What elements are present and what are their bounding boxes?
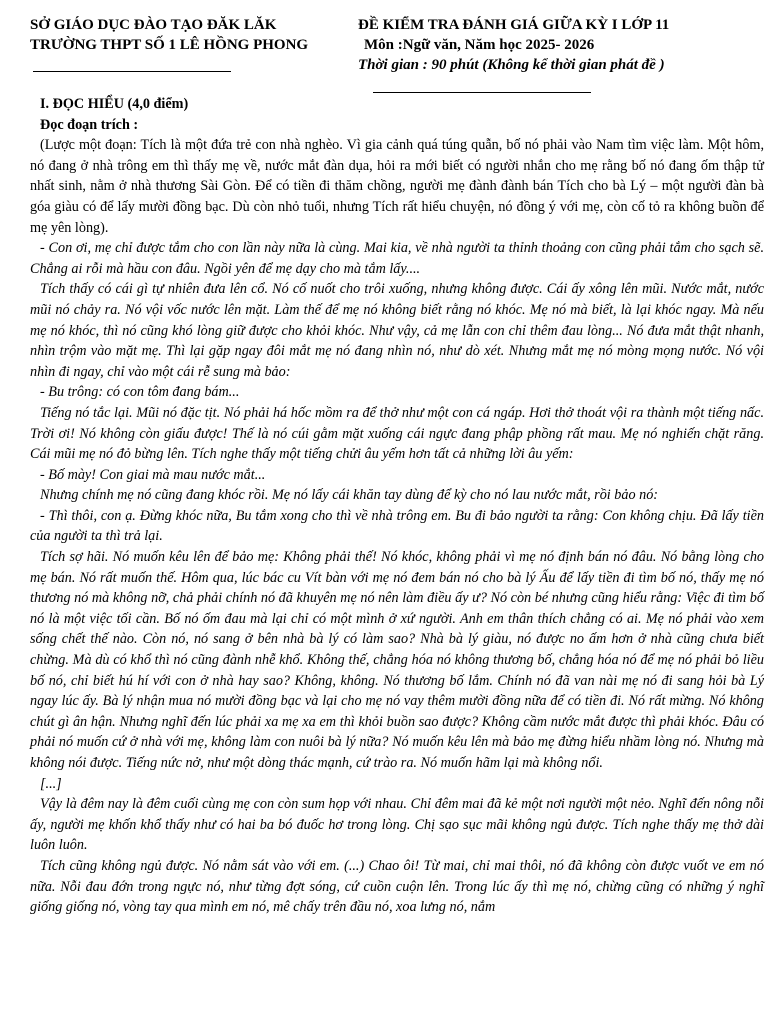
passage-paragraph: Vậy là đêm nay là đêm cuối cùng mẹ con còn sum họp với nhau. Chỉ đêm mai đã kẻ một nơi người một nẻo. Nghĩ đến nông nỗi ấy, người mẹ khốn khổ thấy như có hai ba bó đuốc hơ trong lòng. Chị sạo sục mãi không ngủ được. Tích nghe thấy mẹ thở dài luôn luôn. — [30, 796, 764, 854]
passage-paragraph: (Lược một đoạn: Tích là một đứa trẻ con nhà nghèo. Vì gia cảnh quá túng quẫn, bố nó phải vào Nam tìm việc làm. Một hôm, nó đang ở nhà trông em thì thấy mẹ về, nước mắt đàn dụa, hỏi ra mới biết có người nhắn cho mẹ rằng bố nó đang ốm thập tử nhất sinh, nằm ở nhà thương Sài Gòn. Để có tiền đi thăm chồng, người mẹ đành đành bán Tích cho bà Lý – một người đàn bà góa giàu có để lấy mười đồng bạc. Dù còn nhỏ tuổi, nhưng Tích rất hiểu chuyện, nó đồng ý với mẹ, còn cố tỏ ra không buồn để mẹ yên lòng). — [30, 137, 764, 236]
exam-title: ĐỀ KIỂM TRA ĐÁNH GIÁ GIỮA KỲ I LỚP 11 — [358, 17, 670, 33]
exam-time: Thời gian : 90 phút (Không kể thời gian phát đề ) — [358, 57, 665, 73]
passage-ellipsis: [...] — [40, 775, 62, 792]
passage-paragraph: Tích cũng không ngủ được. Nó nằm sát vào với em. (...) Chao ôi! Từ mai, chỉ mai thôi, nó đã không còn được vuốt ve em nó nữa. Nỗi đau đớn trong ngực nó, như từng đợt sóng, cứ cuồn cuộn lên. Trong lúc ấy thì mẹ nó, chừng cũng có những ý nghĩ giống giống nó, vòng tay qua mình em nó, mê chấy trên đầu nó, xoa lưng nó, nắm — [30, 857, 764, 916]
passage-paragraph: - Con ơi, mẹ chỉ được tắm cho con lần này nữa là cùng. Mai kia, về nhà người ta thỉnh thoảng con cũng phải tắm cho sạch sẽ. Chẳng ai rỗi mà hầu con đâu. Ngồi yên để mẹ dạy cho mà tắm lấy.... — [30, 240, 764, 277]
reading-section — [30, 94, 764, 918]
passage-paragraph: - Thì thôi, con ạ. Đừng khóc nữa, Bu tắm xong cho thì về nhà trông em. Bu đi bảo người ta rằng: Con không chịu. Đã lấy tiền của người ta thì trả lại. — [30, 507, 764, 545]
department-name: SỞ GIÁO DỤC ĐÀO TẠO ĐĂK LĂK — [30, 17, 277, 33]
exam-header — [358, 15, 768, 75]
passage-paragraph: Nhưng chính mẹ nó cũng đang khóc rồi. Mẹ nó lấy cái khăn tay dùng để kỳ cho nó lau nước mắt, rồi bảo nó: — [40, 487, 659, 504]
section-subtitle: Đọc đoạn trích : — [40, 116, 139, 133]
passage-paragraph: Tích thấy có cái gì tự nhiên đưa lên cổ. Nó cố nuốt cho trôi xuống, nhưng không được. Cái ấy xông lên mũi. Nước mắt, nước mũi nó chảy ra. Nó vội vốc nước lên mặt. Làm thế để mẹ nó không biết rằng nó khóc. Mẹ nó mà biết, là lại khóc ngay. Mà nếu mẹ nó khóc, thì nó cũng khó lòng giữ được cho khỏi khóc. Như vậy, cả mẹ lẫn con chỉ thêm đau lòng... Nó đưa mắt thật nhanh, nhìn trộm vào mặt mẹ. Thì lại gặp ngay đôi mắt mẹ nó đang nhìn nó, như dò xét. Nhưng mắt mẹ nó mòng mọng nước. Nó vội nhìn đi ngay, chỉ vào một cái rễ sung mà bảo: — [30, 281, 764, 380]
passage-paragraph: Tiếng nó tắc lại. Mũi nó đặc tịt. Nó phải há hốc mồm ra để thở như một con cá ngáp. Hơi thở thoát vội ra thành một tiếng nấc. Trời ơi! Nó không còn giấu được! Thế là nó cúi gằm mặt xuống cái ngực đang phập phồng rất mau. Mẹ nó nghiến chặt răng. Cái mũi mẹ nó đỏ bừng lên. Tích nghe thấy một tiếng chửi âu yếm hơn tất cả những lời âu yếm: — [30, 404, 764, 463]
passage-paragraph: - Bố mày! Con giai mà mau nước mắt... — [40, 466, 266, 483]
section-title: I. ĐỌC HIỂU (4,0 điểm) — [40, 96, 189, 112]
header-divider-left — [33, 71, 231, 72]
school-header — [30, 15, 340, 55]
school-name: TRƯỜNG THPT SỐ 1 LÊ HỒNG PHONG — [30, 37, 309, 53]
passage-paragraph: - Bu trông: có con tôm đang bám... — [40, 384, 240, 401]
header-divider-right — [373, 92, 591, 93]
passage-paragraph: Tích sợ hãi. Nó muốn kêu lên để bảo mẹ: Không phải thế! Nó khóc, không phải vì mẹ nó định bán nó đâu. Nó bằng lòng cho mẹ bán. Nó rất muốn thế. Hôm qua, lúc bác cu Vít bàn với mẹ nó đem bán nó cho bà lý Ấu để lấy tiền đi tìm bố nó, thấy mẹ nó thương nó mà không nỡ, chả phải chính nó đã khuyên mẹ nó nên làm điều ấy ư? Nó còn bé nhưng cũng hiểu rằng: Việc đi tìm bố nó là một việc tối cần. Bố nó ốm đau mà lại chỉ có một mình ở xứ người. Anh em thân thích chẳng có ai. Mẹ nó phải vào xem sống chết thế nào. Còn nó, nó sang ở bên nhà bà lý có làm sao? Nhà bà lý giàu, nó được no ấm hơn ở nhà cũng chưa biết chừng. Mà dù có khổ thì nó cũng đành nhễ khổ. Không thế, chẳng hóa nó không thương bố, chẳng hóa nó để mẹ nó phải bỏ liều bố nó, chỉ biết hú hí với con ở nhà hay sao? Không, không. Nó thương bố lắm. Chính nó đã van nài mẹ nó đi sang hỏi bà Lý ngay lúc ấy. Bà lý nhận mua nó mười đồng bạc và lại cho mẹ nó vay thêm mười đồng nữa để có tiền đi. Nó rất mừng. Nó không chút gì ân hận. Nhưng nghĩ đến lúc phải xa mẹ xa em thì khỏi buồn sao được? Không cầm nước mắt được thì phải khóc. Đâu có phải nó muốn cứ ở nhà với mẹ, không làm con nuôi bà lý nữa? Nó muốn kêu lên mà bảo mẹ đừng hiểu nhầm lòng nó. Nhưng mà không nói được. Tiếng nức nở, như một dòng thác mạnh, cứ trào ra. Nó muốn hãm lại mà không nổi. — [30, 549, 764, 771]
exam-subject: Môn :Ngữ văn, Năm học 2025- 2026 — [364, 37, 595, 53]
